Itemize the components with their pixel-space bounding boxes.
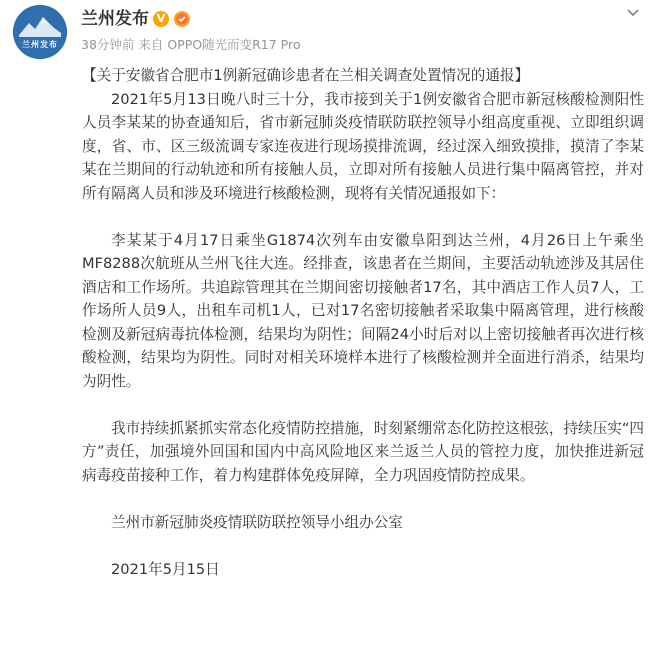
post-title: 【关于安徽省合肥市1例新冠确诊患者在兰相关调查处置情况的通报】 [82, 67, 530, 84]
post-meta: 38分钟前 来自 OPPO随光而变R17 Pro [81, 37, 301, 52]
post-paragraph-3: 我市持续抓紧抓实常态化疫情防控措施，时刻紧绷常态化防控这根弦，持续压实“四方”责任，加强境外回国和国内中高风险地区来兰返兰人员的管控力度，加快推进新冠病毒疫苗接种工作，着力构建群体免疫屏障，全力巩固疫情防控成果。 [82, 419, 644, 484]
avatar-logo-text: 兰州发布 [22, 40, 58, 49]
post-paragraph-2: 李某某于4月17日乘坐G1874次列车由安徽阜阳到达兰州，4月26日上午乘坐MF8288次航班从兰州飞往大连。经排查，该患者在兰期间，主要活动轨迹涉及其居住酒店和工作场所。共追踪管理其在兰期间密切接触者17名，其中酒店工作人员7人，工作场所人员9人，出租车司机1人，已对17名密切接触者采取集中隔离管理，进行核酸检测及新冠病毒抗体检测，结果均为阴性；间隔24小时后对以上密切接触者再次进行核酸检测，结果均为阴性。同时对相关环境样本进行了核酸检测并全面进行消杀，结果均为阴性。 [82, 231, 644, 390]
post-header [0, 0, 654, 66]
fan-badge-icon[interactable] [173, 10, 191, 28]
verified-v-icon: V [153, 11, 169, 27]
avatar[interactable] [13, 5, 67, 59]
post-paragraph-1: 2021年5月13日晚八时三十分，我市接到关于1例安徽省合肥市新冠核酸检测阳性人员李某某的协查通知后，省市新冠肺炎疫情联防联控领导小组高度重视、立即组织调度，省、市、区三级流调专家连夜进行现场摸排流调，经过深入细致摸排，摸清了李某某在兰期间的行动轨迹和所有接触人员，立即对所有接触人员进行集中隔离管控，并对所有隔离人员和涉及环境进行核酸检测，现将有关情况通报如下： [82, 90, 644, 202]
post-signature: 兰州市新冠肺炎疫情联防联控领导小组办公室 [111, 513, 403, 531]
mountain-logo-icon [13, 5, 67, 59]
post-date: 2021年5月15日 [111, 560, 220, 578]
chevron-down-icon[interactable] [624, 4, 642, 22]
post-content [82, 64, 644, 581]
account-name[interactable]: 兰州发布 [81, 9, 149, 29]
